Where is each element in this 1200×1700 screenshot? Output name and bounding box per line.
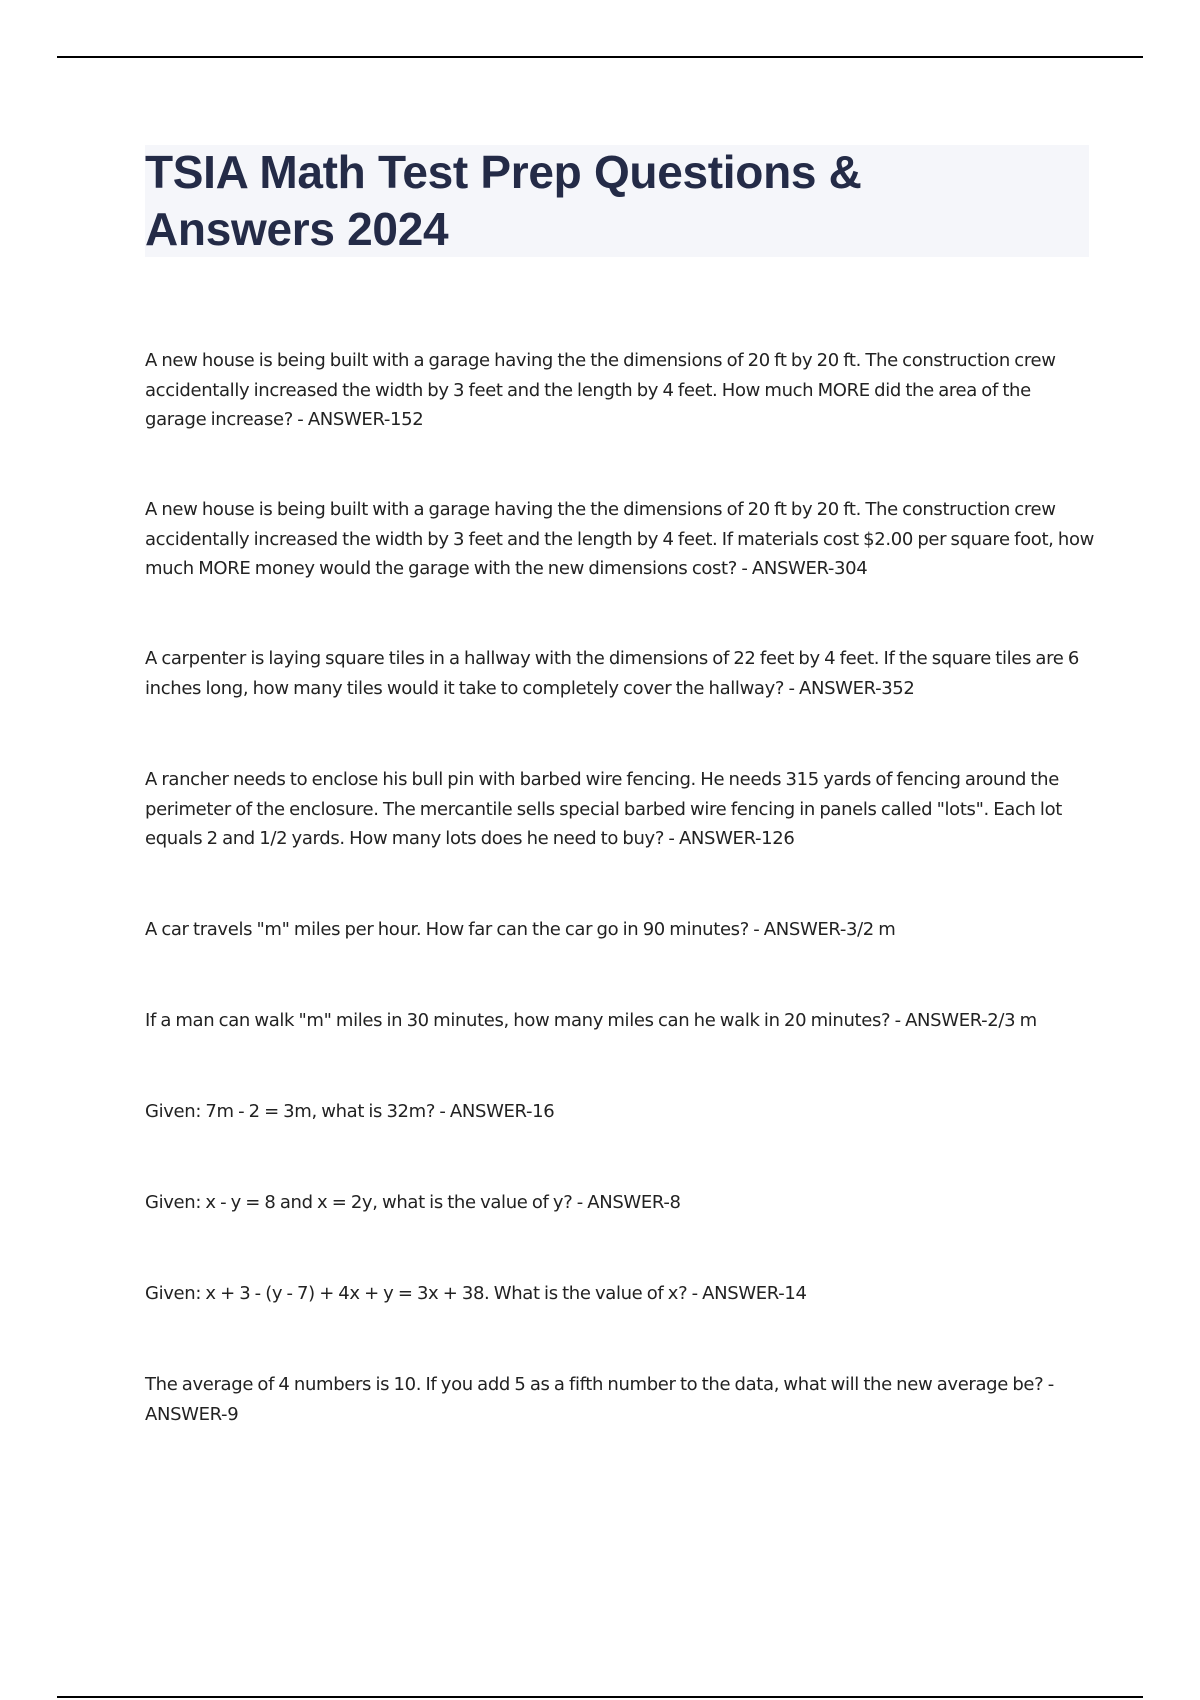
bottom-divider (57, 1696, 1143, 1698)
question-answer-item: Given: 7m - 2 = 3m, what is 32m? - ANSWER-16 (145, 1101, 555, 1122)
title-block (145, 145, 1089, 257)
question-answer-item: Given: x - y = 8 and x = 2y, what is the value of y? - ANSWER-8 (145, 1192, 681, 1213)
question-answer-item: If a man can walk "m" miles in 30 minutes, how many miles can he walk in 20 minutes? - ANSWER-2/3 m (145, 1010, 1037, 1031)
question-answer-item: A new house is being built with a garage having the the dimensions of 20 ft by 20 ft. The construction crew accidentally increased the width by 3 feet and the length by 4 feet. How much MORE did the area of the garage increase? - ANSWER-152 (145, 350, 1056, 430)
page-title: TSIA Math Test Prep Questions & Answers 2024 (145, 146, 862, 255)
question-answer-item: The average of 4 numbers is 10. If you add 5 as a fifth number to the data, what will the new average be? - ANSWER-9 (145, 1374, 1054, 1425)
top-divider (57, 56, 1143, 58)
question-answer-item: A carpenter is laying square tiles in a hallway with the dimensions of 22 feet by 4 feet. If the square tiles are 6 inches long, how many tiles would it take to completely cover the hallway? - ANSWER-352 (145, 648, 1079, 699)
question-answer-item: A car travels "m" miles per hour. How far can the car go in 90 minutes? - ANSWER-3/2 m (145, 919, 896, 940)
question-answer-item: A rancher needs to enclose his bull pin with barbed wire fencing. He needs 315 yards of fencing around the perimeter of the enclosure. The mercantile sells special barbed wire fencing in panels called "lots". Each lot equals 2 and 1/2 yards. How many lots does he need to buy? - ANSWER-126 (145, 769, 1062, 849)
question-answer-item: Given: x + 3 - (y - 7) + 4x + y = 3x + 38. What is the value of x? - ANSWER-14 (145, 1283, 807, 1304)
question-answer-item: A new house is being built with a garage having the the dimensions of 20 ft by 20 ft. The construction crew accidentally increased the width by 3 feet and the length by 4 feet. If materials cost $2.00 per square foot, how much MORE money would the garage with the new dimensions cost? - ANSWER-304 (145, 499, 1094, 579)
